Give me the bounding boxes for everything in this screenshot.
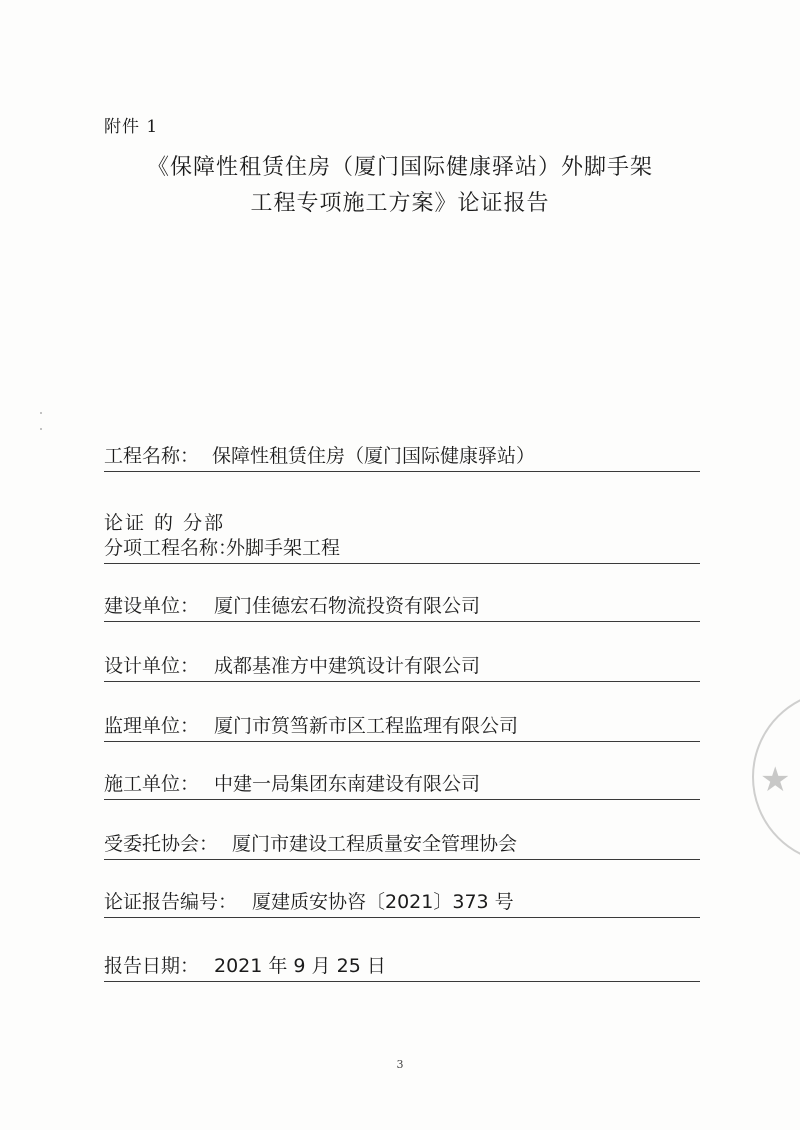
- report-title-line-1: 《保障性租赁住房（厦门国际健康驿站）外脚手架: [146, 155, 653, 180]
- field-label: 工程名称：: [104, 445, 200, 467]
- field-label: 报告日期：: [104, 955, 200, 977]
- field-label: 受委托协会：: [104, 833, 219, 855]
- field-label: 监理单位：: [104, 715, 200, 737]
- field-subproject-name: [104, 530, 700, 564]
- field-project-name: [104, 438, 700, 472]
- attachment-label: 附件 1: [104, 117, 159, 137]
- field-label: 设计单位：: [104, 655, 200, 677]
- field-label: 施工单位：: [104, 773, 200, 795]
- page-number: 3: [396, 1058, 404, 1071]
- field-value: 2021 年 9 月 25 日: [214, 955, 386, 977]
- field-value: 厦门佳德宏石物流投资有限公司: [214, 595, 481, 617]
- field-label: 分项工程名称：: [104, 537, 238, 559]
- star-icon: ★: [760, 760, 791, 800]
- field-label: 建设单位：: [104, 595, 200, 617]
- field-value: 厦建质安协咨〔2021〕373 号: [252, 891, 514, 913]
- subproject-label-prefix: 论证 的 分部: [104, 512, 226, 534]
- field-value: 保障性租赁住房（厦门国际健康驿站）: [212, 445, 536, 467]
- field-value: 厦门市建设工程质量安全管理协会: [232, 833, 518, 855]
- field-value: 中建一局集团东南建设有限公司: [214, 773, 481, 795]
- field-value: 成都基准方中建筑设计有限公司: [214, 655, 481, 677]
- field-value: 厦门市筼筜新市区工程监理有限公司: [214, 715, 519, 737]
- field-supervisor: [104, 708, 700, 742]
- scan-speck: [40, 412, 42, 414]
- field-association: [104, 826, 700, 860]
- field-constructor: [104, 766, 700, 800]
- field-builder: [104, 588, 700, 622]
- field-report-date: [104, 948, 700, 982]
- field-report-number: [104, 884, 700, 918]
- field-value: 外脚手架工程: [226, 537, 341, 559]
- scan-speck: [40, 428, 42, 430]
- field-label: 论证报告编号：: [104, 891, 238, 913]
- field-designer: [104, 648, 700, 682]
- seal-stamp-fragment: [752, 690, 800, 860]
- report-title-line-2: 工程专项施工方案》论证报告: [250, 191, 550, 216]
